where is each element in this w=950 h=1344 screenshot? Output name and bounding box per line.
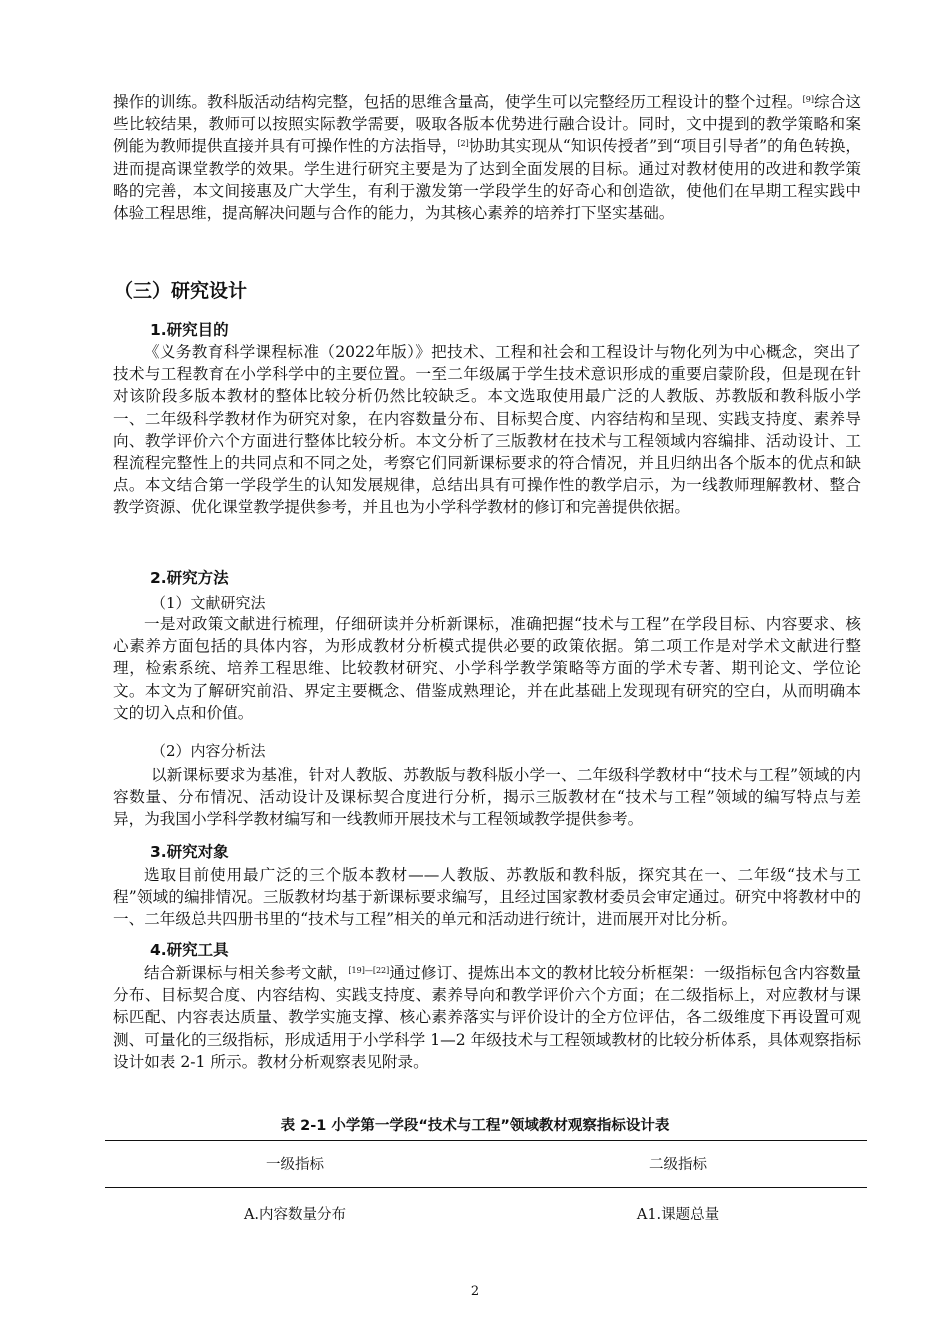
table-cell: A1.课题总量 xyxy=(636,1207,720,1223)
section-title: （三）研究设计 xyxy=(114,280,248,302)
text: 通过修订、提炼出本文的教材比较分析框架：一级指标包含内容数量分布、目标契合度、内容结构、实践支持度、素养导向和教学评价六个方面；在二级指标上，对应教材与课标匹配、内容表达质量、教学实施支撑、核心素养落实与评价设计的全方位评估，各二级维度下再设置可观测、可量化的三级指标，形成适用于小学科学 1—2 年级技术与工程领域教材的比较分析体系，具体观察指标设计如表 2-1 所示。教材分析观察表见附录。 xyxy=(113,964,861,1071)
citation: [9] xyxy=(802,95,814,104)
text: 协助其实现从“知识传授者”到“项目引导者”的角色转换，进而提高课堂教学的效果。学生进行研究主要是为了达到全面发展的目标。通过对教材使用的改进和教学策略的完善，本文间接惠及广大学生，有利于激发第一学段学生的好奇心和创造欲，使他们在早期工程实践中体验工程思维，提高解决问题与合作的能力，为其核心素养的培养打下坚实基础。 xyxy=(113,137,861,223)
citation: [2] xyxy=(457,139,469,149)
table-caption: 表 2-1 小学第一学段“技术与工程”领域教材观察指标设计表 xyxy=(280,1118,670,1134)
text: 结合新课标与相关参考文献， xyxy=(144,964,349,982)
heading-method: 2.研究方法 xyxy=(150,569,229,587)
table-header-cell: 一级指标 xyxy=(266,1157,324,1173)
heading-literature: （1）文献研究法 xyxy=(151,594,266,612)
text: 操作的训练。教科版活动结构完整，包括的思维含量高，使学生可以完整经历工程设计的整个过程。 xyxy=(113,93,803,111)
text: 综合这些比较结果，教师可以按照实际教学需要，吸取各版本优势进行融合设计。同时，文中提到的教学策略和案例能为教师提供直接并具有可操作性的方法指导， xyxy=(113,93,861,156)
paragraph-content-analysis: 以新课标要求为基准，针对人教版、苏教版与教科版小学一、二年级科学教材中“技术与工程”领域的内容数量、分布情况、活动设计及课标契合度进行分析，揭示三版教材在“技术与工程”领域的编写特点与差异，为我国小学科学教材编写和一线教师开展技术与工程领域教学提供参考。 xyxy=(113,766,861,829)
table-top-rule xyxy=(105,1140,867,1141)
paragraph-tool xyxy=(113,962,861,1073)
citation: [19]—[22] xyxy=(348,966,390,975)
paragraph-literature: 一是对政策文献进行梳理，仔细研读并分析新课标，准确把握“技术与工程”在学段目标、内容要求、核心素养方面包括的具体内容，为形成教材分析模式提供必要的政策依据。第二项工作是对学术文献进行整理，检索系统、培养工程思维、比较教材研究、小学科学教学策略等方面的学术专著、期刊论文、学位论文。本文为了解研究前沿、界定主要概念、借鉴成熟理论，并在此基础上发现现有研究的空白，从而明确本文的切入点和价值。 xyxy=(113,615,861,722)
table-header-cell: 二级指标 xyxy=(649,1157,707,1173)
paragraph-purpose: 《义务教育科学课程标准（2022年版）》把技术、工程和社会和工程设计与物化列为中心概念，突出了技术与工程教育在小学科学中的主要位置。一至二年级属于学生技术意识形成的重要启蒙阶段，但是现在针对该阶段多版本教材的整体比较分析仍然比较缺乏。本文选取使用最广泛的人教版、苏教版和教科版小学一、二年级科学教材作为研究对象，在内容数量分布、目标契合度、内容结构和呈现、实践支持度、素养导向、教学评价六个方面进行整体比较分析。本文分析了三版教材在技术与工程领域内容编排、活动设计、工程流程完整性上的共同点和不同之处，考察它们同新课标要求的符合情况，并且归纳出各个版本的优点和缺点。本文结合第一学段学生的认知发展规律，总结出具有可操作性的教学启示，为一线教师理解教材、整合教学资源、优化课堂教学提供参考，并且也为小学科学教材的修订和完善提供依据。 xyxy=(113,343,861,517)
heading-purpose: 1.研究目的 xyxy=(150,321,229,339)
heading-tool: 4.研究工具 xyxy=(150,941,229,959)
paragraph-intro xyxy=(113,91,861,224)
table-cell: A.内容数量分布 xyxy=(243,1207,347,1223)
heading-object: 3.研究对象 xyxy=(150,843,229,861)
table-header-rule xyxy=(105,1187,867,1188)
page-number: 2 xyxy=(470,1284,480,1299)
heading-content-analysis: （2）内容分析法 xyxy=(151,742,266,760)
paragraph-object: 选取目前使用最广泛的三个版本教材——人教版、苏教版和教科版，探究其在一、二年级“技术与工程”领域的编排情况。三版教材均基于新课标要求编写，且经过国家教材委员会审定通过。研究中将教材中的一、二年级总共四册书里的“技术与工程”相关的单元和活动进行统计，进而展开对比分析。 xyxy=(113,866,861,929)
